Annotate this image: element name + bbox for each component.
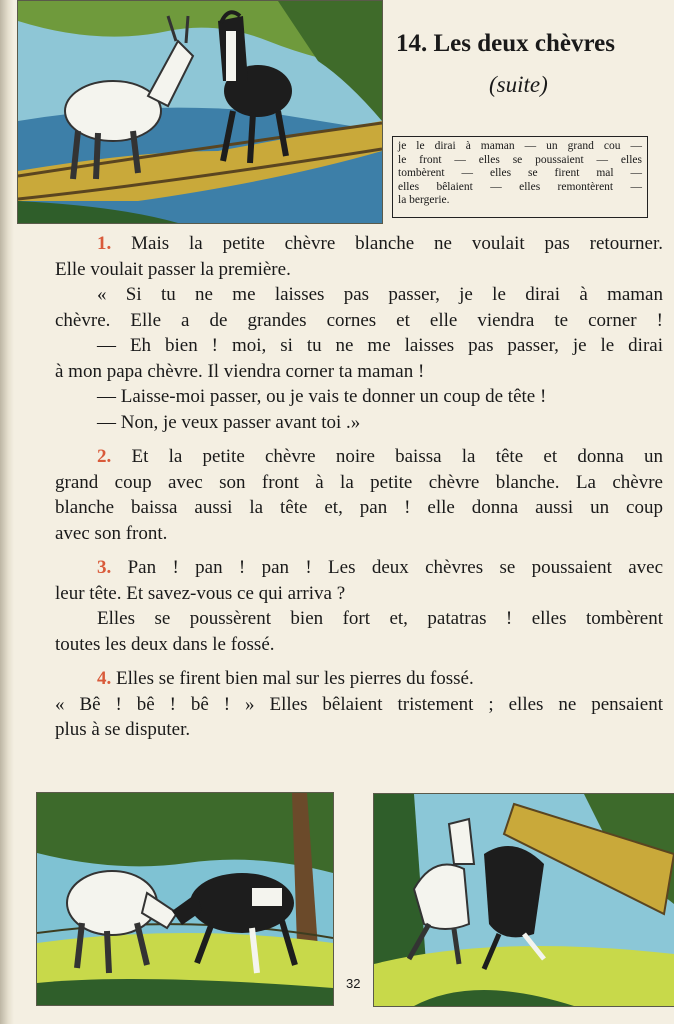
text-line: « Bê ! bê ! bê ! » Elles bêlaient tristement ; elles ne pensaient xyxy=(55,693,663,715)
paragraph-number: 2. xyxy=(97,446,112,467)
text-line xyxy=(55,555,663,581)
text-line: Elles se poussèrent bien fort et, patatras ! elles tombèrent xyxy=(97,608,663,629)
vocabulary-line: le front — elles se poussaient — elles xyxy=(398,153,642,166)
text-line: « Si tu ne me laisses pas passer, je le dirai à maman xyxy=(97,284,663,305)
vocabulary-line: tombèrent — elles se firent mal — xyxy=(398,167,642,179)
vocabulary-line: elles bêlaient — elles remontèrent — xyxy=(398,180,642,193)
vocabulary-line: la bergerie. xyxy=(398,194,450,206)
paragraph-number: 4. xyxy=(97,668,112,689)
line-text: Mais la petite chèvre blanche ne voulait pas retourner. xyxy=(131,233,664,254)
text-line: — Non, je veux passer avant toi .» xyxy=(97,411,361,433)
text-line: toutes les deux dans le fossé. xyxy=(55,633,275,655)
text-line: blanche baissa aussi la tête et, pan ! elle donna aussi un coup xyxy=(55,497,663,518)
illustration-goats-falling xyxy=(373,793,674,1007)
text-line: à mon papa chèvre. Il viendra corner ta maman ! xyxy=(55,360,425,382)
paragraph-1 xyxy=(55,231,663,435)
paragraph-2 xyxy=(55,444,663,546)
text-line: — Laisse-moi passer, ou je vais te donner un coup de tête ! xyxy=(97,386,547,407)
text-line: Elle voulait passer la première. xyxy=(55,258,291,280)
text-line: leur tête. Et savez-vous ce qui arriva ? xyxy=(55,582,346,604)
line-text: Elles se firent bien mal sur les pierres du fossé. xyxy=(116,668,474,689)
text-line: chèvre. Elle a de grandes cornes et elle viendra te corner ! xyxy=(55,309,663,331)
illustration-goats-on-bridge xyxy=(17,0,383,224)
text-line: — Eh bien ! moi, si tu ne me laisses pas passer, je le dirai xyxy=(97,335,663,356)
text-line xyxy=(55,231,663,257)
line-text: Pan ! pan ! pan ! Les deux chèvres se poussaient avec xyxy=(127,557,664,578)
paragraph-number: 3. xyxy=(97,557,112,578)
line-text: Et la petite chèvre noire baissa la tête et donna un xyxy=(131,446,663,467)
vocabulary-line: je le dirai à maman — un grand cou — xyxy=(398,140,642,152)
text-line xyxy=(55,666,663,692)
page-binding-shadow xyxy=(0,0,14,1024)
vocabulary-box xyxy=(392,136,648,218)
paragraph-4 xyxy=(55,666,663,743)
text-line: plus à se disputer. xyxy=(55,719,191,740)
text-line: avec son front. xyxy=(55,522,168,544)
lesson-subtitle: (suite) xyxy=(489,72,548,97)
paragraph-number: 1. xyxy=(97,233,112,254)
story-text xyxy=(55,231,663,743)
text-line xyxy=(55,444,663,470)
text-line: grand coup avec son front à la petite chèvre blanche. La chèvre xyxy=(55,471,663,493)
lesson-title: 14. Les deux chèvres xyxy=(396,30,615,57)
page-number: 32 xyxy=(346,976,361,991)
illustration-goats-butting xyxy=(36,792,334,1006)
paragraph-3 xyxy=(55,555,663,657)
